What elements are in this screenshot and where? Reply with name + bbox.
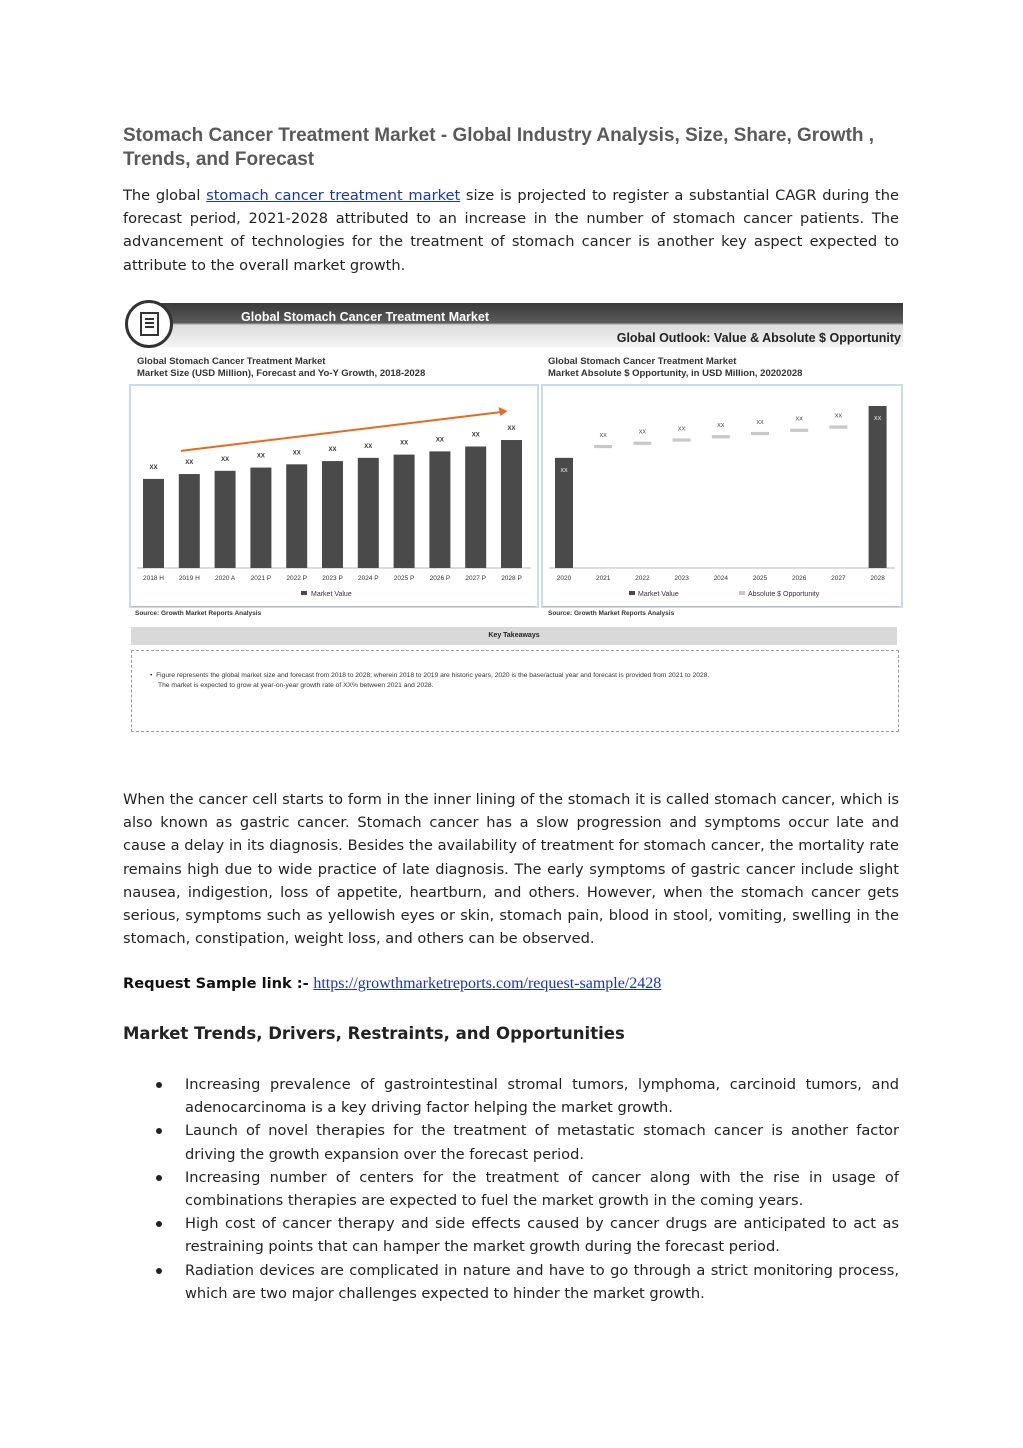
bar xyxy=(215,471,236,568)
x-tick-label: 2025 xyxy=(752,575,768,582)
legend-label: Market Value xyxy=(638,591,679,598)
x-tick-label: 2024 P xyxy=(357,575,379,582)
infographic-header-title: Global Stomach Cancer Treatment Market xyxy=(241,310,489,324)
right-chart-source: Source: Growth Market Reports Analysis xyxy=(548,610,675,617)
bar-data-label: XX xyxy=(873,416,882,422)
list-item-text: Increasing number of centers for the treatment of cancer along with the rise in usage of combinations therapies are expected to fuel the market growth in the coming years. xyxy=(185,1168,899,1210)
key-takeaway-2-text: The market is expected to grow at year-on-year growth rate of XX% between 2021 and 2028. xyxy=(158,682,434,689)
report-logo-icon xyxy=(125,300,173,348)
infographic-header-bar xyxy=(161,303,903,347)
bullet-icon xyxy=(156,1221,162,1227)
list-item xyxy=(123,1259,899,1305)
left-chart-title-line1: Global Stomach Cancer Treatment Market xyxy=(137,356,326,367)
bar-data-label: XX xyxy=(256,453,265,460)
x-tick-label: 2023 xyxy=(674,575,689,582)
request-sample-label: Request Sample link :- xyxy=(123,975,309,992)
bar xyxy=(501,440,522,568)
section-heading: Market Trends, Drivers, Restraints, and Opportunities xyxy=(123,1024,625,1043)
right-chart-title-line1: Global Stomach Cancer Treatment Market xyxy=(548,356,737,367)
x-tick-label: 2024 xyxy=(713,575,729,582)
x-tick-label: 2018 H xyxy=(143,575,164,582)
bar-data-label: XX xyxy=(756,419,764,426)
bar xyxy=(143,479,164,568)
key-takeaway-1: • Figure represents the global market size and forecast from 2018 to 2028; wherein 2018 to 2019 are historic years, 2020 is the base/actual year and forecast is provided from 2021 to 2028. xyxy=(150,672,710,679)
left-source-divider xyxy=(131,606,535,607)
list-item xyxy=(123,1166,899,1212)
bullet-icon xyxy=(156,1175,162,1181)
bar-data-label: XX xyxy=(717,423,725,430)
left-chart-frame xyxy=(129,384,539,608)
absolute-opportunity-chart xyxy=(543,386,901,606)
market-link[interactable]: stomach cancer treatment market xyxy=(206,187,461,204)
x-tick-label: 2027 xyxy=(831,575,846,582)
x-tick-label: 2020 xyxy=(556,575,572,582)
bar-data-label: XX xyxy=(795,416,803,423)
bar xyxy=(555,458,573,568)
bar-data-label: XX xyxy=(471,432,480,439)
bar-data-label: XX xyxy=(400,440,409,447)
right-chart-frame xyxy=(541,384,903,608)
x-tick-label: 2022 P xyxy=(286,575,308,582)
bar xyxy=(179,474,200,568)
document-title: Stomach Cancer Treatment Market - Global Industry Analysis, Size, Share, Growth , Trends, and Forecast xyxy=(123,125,875,170)
key-takeaways-text xyxy=(150,671,890,691)
bar-data-label: XX xyxy=(560,467,568,474)
left-chart-title xyxy=(137,356,425,380)
x-tick-label: 2025 P xyxy=(393,575,415,582)
bar-data-label: XX xyxy=(149,464,158,471)
legend-label: Market Value xyxy=(311,591,352,598)
list-item xyxy=(123,1119,899,1165)
bar-data-label: XX xyxy=(507,426,516,433)
list-item-text: Radiation devices are complicated in nature and have to go through a strict monitoring process, which are two major challenges expected to hinder the market growth. xyxy=(185,1261,899,1302)
growth-trend-arrowhead-icon xyxy=(499,407,508,416)
legend-label: Absolute $ Opportunity xyxy=(748,591,820,598)
x-tick-label: 2021 P xyxy=(250,575,272,582)
bar-data-label: XX xyxy=(677,426,686,433)
right-chart-title xyxy=(548,356,802,380)
intro-text-pre: The global xyxy=(123,187,207,204)
bar xyxy=(712,435,730,438)
legend-swatch xyxy=(301,591,307,595)
request-sample-line xyxy=(123,975,661,993)
x-tick-label: 2019 H xyxy=(178,575,200,582)
x-tick-label: 2020 A xyxy=(214,575,236,582)
bar xyxy=(633,442,651,445)
bar xyxy=(594,445,612,448)
bar xyxy=(790,429,808,432)
x-tick-label: 2026 xyxy=(791,575,807,582)
key-takeaways-bar: Key Takeaways xyxy=(131,627,897,645)
key-takeaway-2 xyxy=(150,681,890,691)
list-item-text: Launch of novel therapies for the treatment of metastatic stomach cancer is another factor driving the growth expansion over the forecast period. xyxy=(185,1122,899,1163)
bar-data-label: XX xyxy=(221,456,230,463)
key-takeaway-1-text: Figure represents the global market size and forecast from 2018 to 2028; wherein 2018 to 2019 are historic years, 2020 is the base/actual year and forecast is provided from 2021 to 2028. xyxy=(156,672,710,679)
bullet-icon xyxy=(156,1082,162,1088)
bar-data-label: XX xyxy=(328,447,337,454)
bar-data-label: XX xyxy=(364,443,373,450)
description-paragraph: When the cancer cell starts to form in the inner lining of the stomach it is called stomach cancer, which is also known as gastric cancer. Stomach cancer has a slow progression and symptoms occur late and cause a delay in its diagnosis. Besides the availability of treatment for stomach cancer, the mortality rate remains high due to wide practice of late diagnosis. The early symptoms of gastric cancer include slight nausea, indigestion, loss of appetite, heartburn, and others. However, when the stomach cancer gets serious, symptoms such as yellowish eyes or skin, stomach pain, blood in stool, vomiting, swelling in the stomach, constipation, weight loss, and others can be observed. xyxy=(123,791,899,948)
x-tick-label: 2023 P xyxy=(322,575,343,582)
bar xyxy=(465,447,486,569)
legend-swatch xyxy=(739,591,745,595)
bar xyxy=(429,451,450,568)
trends-list xyxy=(123,1073,899,1305)
bar xyxy=(286,464,307,568)
x-tick-label: 2028 P xyxy=(501,575,522,582)
bar xyxy=(751,432,769,435)
bar xyxy=(250,468,271,568)
left-chart-source: Source: Growth Market Reports Analysis xyxy=(135,610,262,617)
right-source-divider xyxy=(543,606,899,607)
infographic-header-subtitle: Global Outlook: Value & Absolute $ Opportunity xyxy=(616,331,901,345)
x-tick-label: 2027 P xyxy=(465,575,487,582)
list-item xyxy=(123,1212,899,1258)
bar-data-label: XX xyxy=(638,429,647,436)
bullet-icon xyxy=(156,1128,162,1134)
bar-data-label: XX xyxy=(185,460,194,467)
bar-data-label: XX xyxy=(292,450,301,457)
bar-data-label: XX xyxy=(599,432,607,439)
x-tick-label: 2021 xyxy=(595,575,611,582)
bar xyxy=(673,438,691,441)
list-item-text: Increasing prevalence of gastrointestinal stromal tumors, lymphoma, carcinoid tumors, and adenocarcinoma is a key driving factor helping the market growth. xyxy=(185,1076,899,1117)
left-chart-title-line2: Market Size (USD Million), Forecast and Yo-Y Growth, 2018-2028 xyxy=(137,368,426,379)
x-tick-label: 2022 xyxy=(635,575,650,582)
intro-paragraph xyxy=(123,184,899,277)
intro-text-post: size is projected to register a substantial CAGR during the forecast period, 2021-2028 attributed to an increase in the number of stomach cancer patients. The advancement of technologies for the treatment of stomach cancer is another key aspect expected to attribute to the overall market growth. xyxy=(123,187,899,274)
bullet-icon xyxy=(156,1268,162,1274)
bar-data-label: XX xyxy=(834,413,843,420)
x-tick-label: 2026 P xyxy=(429,575,451,582)
bar xyxy=(829,425,847,428)
bar xyxy=(394,455,415,568)
bar xyxy=(869,406,887,568)
right-chart-title-line2: Market Absolute $ Opportunity, in USD Million, 20202028 xyxy=(548,368,803,379)
market-size-chart xyxy=(131,386,537,606)
legend-swatch xyxy=(629,591,635,595)
bar xyxy=(322,461,343,568)
list-item xyxy=(123,1073,899,1119)
x-tick-label: 2028 xyxy=(870,575,885,582)
key-takeaways-box xyxy=(131,650,899,732)
document-icon xyxy=(140,312,159,336)
bar xyxy=(358,458,379,568)
request-sample-link[interactable]: https://growthmarketreports.com/request-sample/2428 xyxy=(313,975,662,992)
market-infographic xyxy=(123,300,903,740)
bar-data-label: XX xyxy=(435,437,444,444)
list-item-text: High cost of cancer therapy and side effects caused by cancer drugs are anticipated to act as restraining points that can hamper the market growth during the forecast period. xyxy=(185,1215,899,1256)
